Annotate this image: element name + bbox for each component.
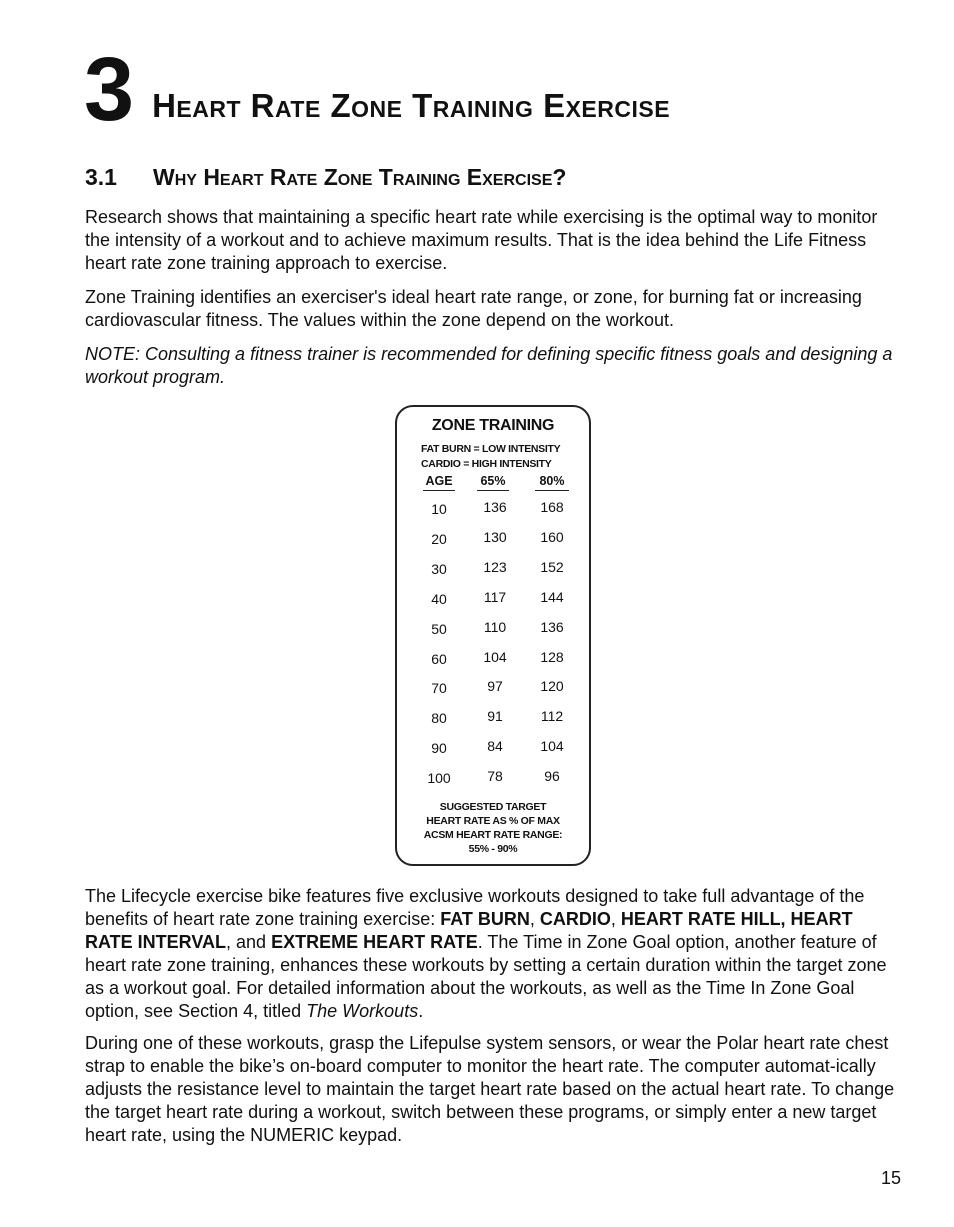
workout-cardio: CARDIO <box>539 909 611 929</box>
table-cell-age: 70 <box>431 680 447 697</box>
col-header-65: 65% <box>477 474 509 491</box>
table-cell-age: 50 <box>431 620 447 637</box>
card-fat-burn-line: FAT BURN = LOW INTENSITY <box>421 443 561 455</box>
paragraph-zone-training: Zone Training identifies an exerciser's ideal heart rate range, or zone, for burning fat or increasing cardiovascular fitness. The values within the zone depend on the workout. <box>85 287 862 330</box>
table-cell-hr-65: 136 <box>483 499 507 515</box>
table-cell-hr-65: 123 <box>483 558 507 575</box>
table-cell-hr-65: 110 <box>483 618 507 635</box>
table-cell-hr-80: 160 <box>540 528 564 545</box>
workout-extreme-heart-rate: EXTREME HEART RATE <box>271 932 478 952</box>
paragraph-intro: Research shows that maintaining a specific heart rate while exercising is the optimal way to monitor the intensity of a workout and to achieve maximum results. That is the idea behind the Life Fitness heart rate zone training approach to exercise. <box>85 207 878 273</box>
table-cell-hr-80: 96 <box>544 768 560 785</box>
table-cell-hr-65: 84 <box>487 738 503 755</box>
table-cell-age: 90 <box>431 740 447 757</box>
card-footer-line-4: 55% - 90% <box>468 843 518 855</box>
chapter-title: Heart Rate Zone Training Exercise <box>152 87 671 124</box>
paragraph-workouts: The Lifecycle exercise bike features five exclusive workouts designed to take full advantage of the benefits of heart rate zone training exercise: FAT BURN, CARDIO, HEART RATE HILL, HEART RATE INTERVAL, and EXTREME HEART RATE. The Time in Zone Goal option, another feature of heart rate zone training, enhances these workouts by setting a certain duration within the target zone as a workout goal. For detailed information about the workouts, as well as the Time In Zone Goal option, see Section 4, titled The Workouts. <box>85 886 887 1021</box>
zone-training-card <box>395 405 591 866</box>
table-cell-hr-65: 117 <box>483 588 507 605</box>
chapter-heading <box>84 40 671 140</box>
table-cell-hr-80: 104 <box>540 738 564 755</box>
table-cell-hr-65: 97 <box>487 678 503 695</box>
section-number: 3.1 <box>85 164 117 190</box>
table-cell-age: 30 <box>431 560 447 577</box>
table-cell-age: 60 <box>431 650 447 667</box>
table-cell-hr-80: 136 <box>540 618 564 635</box>
section-title: Why Heart Rate Zone Training Exercise? <box>153 164 567 190</box>
table-cell-hr-80: 120 <box>540 678 564 695</box>
table-cell-hr-65: 91 <box>487 708 503 725</box>
table-cell-hr-80: 112 <box>540 708 564 725</box>
card-title: ZONE TRAINING <box>431 417 555 434</box>
page-number: 15 <box>880 1168 901 1188</box>
table-cell-age: 100 <box>427 770 451 787</box>
table-cell-hr-80: 168 <box>540 499 564 515</box>
workout-heart-rate-hill-interval: HEART RATE HILL, HEART RATE INTERVAL <box>85 909 853 952</box>
col-header-80: 80% <box>535 474 569 491</box>
table-cell-age: 20 <box>431 530 447 547</box>
table-cell-hr-65: 78 <box>487 768 503 785</box>
table-cell-age: 10 <box>431 501 447 517</box>
section-reference: The Workouts <box>306 1001 419 1021</box>
paragraph-lifepulse: During one of these workouts, grasp the Lifepulse system sensors, or wear the Polar heart rate chest strap to enable the bike’s on-board computer to monitor the heart rate. The computer automat-ically adjusts the resistance level to maintain the target heart rate based on the actual heart rate. To change the target heart rate during a workout, switch between these programs, or simply enter a new target heart rate, using the NUMERIC keypad. <box>85 1033 895 1145</box>
workout-fat-burn: FAT BURN <box>440 909 530 929</box>
card-footer-line-1: SUGGESTED TARGET <box>439 801 547 813</box>
note: NOTE: Consulting a fitness trainer is recommended for defining specific fitness goals and designing a workout program. <box>85 344 893 387</box>
table-cell-hr-80: 152 <box>540 558 564 575</box>
card-footer-line-3: ACSM HEART RATE RANGE: <box>423 829 563 841</box>
section-heading <box>85 164 566 191</box>
table-cell-age: 40 <box>431 590 447 607</box>
table-cell-hr-65: 130 <box>483 528 507 545</box>
card-cardio-line: CARDIO = HIGH INTENSITY <box>421 458 552 470</box>
col-header-age: AGE <box>423 474 455 491</box>
table-cell-hr-80: 144 <box>540 588 564 605</box>
table-cell-hr-65: 104 <box>483 648 507 665</box>
card-footer-line-2: HEART RATE AS % OF MAX <box>426 815 560 827</box>
table-cell-hr-80: 128 <box>540 648 564 665</box>
chapter-number: 3 <box>84 40 135 140</box>
table-cell-age: 80 <box>431 710 447 727</box>
